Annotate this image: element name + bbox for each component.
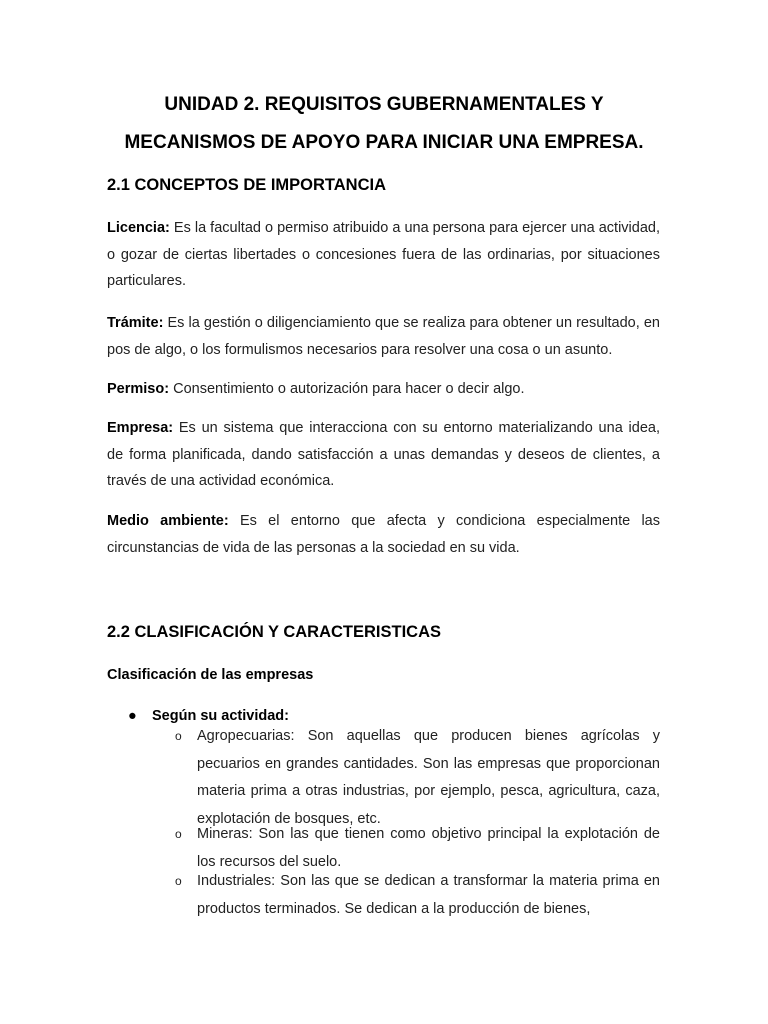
- list-marker: o: [175, 729, 182, 743]
- section-heading-classification: 2.2 CLASIFICACIÓN Y CARACTERISTICAS: [107, 623, 442, 641]
- definition-tramite: [107, 310, 660, 363]
- definition-text: Es la facultad o permiso atribuido a una persona para ejercer una actividad, o gozar de ciertas libertades o concesiones fuera de las ordinarias, por situaciones particulares.: [107, 220, 660, 289]
- list-marker: o: [175, 827, 182, 841]
- definition-text: Consentimiento o autorización para hacer o decir algo.: [169, 381, 525, 397]
- document-title: [60, 86, 708, 162]
- title-line-1: UNIDAD 2. REQUISITOS GUBERNAMENTALES Y: [164, 94, 604, 115]
- definition-term: Medio ambiente:: [107, 513, 229, 529]
- subsection-heading: Clasificación de las empresas: [107, 667, 314, 683]
- list-item-agropecuarias: [175, 723, 660, 833]
- definition-term: Trámite:: [107, 315, 164, 331]
- list-item-text: Industriales: Son las que se dedican a transformar la materia prima en productos terminados. Se dedican a la producción de bienes,: [197, 873, 660, 917]
- title-line-2: MECANISMOS DE APOYO PARA INICIAR UNA EMPRESA.: [124, 132, 644, 153]
- definition-term: Permiso:: [107, 381, 170, 397]
- definition-medio-ambiente: [107, 508, 660, 561]
- definition-permiso: [107, 376, 660, 403]
- list-marker: o: [175, 874, 182, 888]
- definition-text: Es la gestión o diligenciamiento que se realiza para obtener un resultado, en pos de algo, o los formulismos necesarios para resolver una cosa o un asunto.: [107, 315, 660, 358]
- list-item-text: Mineras: Son las que tienen como objetivo principal la explotación de los recursos del suelo.: [197, 826, 660, 870]
- definition-text: Es el entorno que afecta y condiciona especialmente las circunstancias de vida de las personas a la sociedad en su vida.: [107, 513, 660, 556]
- list-item-text: Agropecuarias: Son aquellas que producen bienes agrícolas y pecuarios en grandes cantidades. Son las empresas que proporcionan materia prima a otras industrias, por ejemplo, pesca, agricultura, caza, explotación de bosques, etc.: [197, 728, 660, 827]
- definition-term: Empresa:: [107, 420, 174, 436]
- definition-licencia: [107, 215, 660, 295]
- list-item-industriales: [175, 868, 660, 923]
- definition-term: Licencia:: [107, 220, 170, 236]
- bullet-marker: ●: [128, 708, 137, 724]
- definition-empresa: [107, 415, 660, 495]
- section-heading-concepts: 2.1 CONCEPTOS DE IMPORTANCIA: [107, 176, 387, 194]
- definition-text: Es un sistema que interacciona con su entorno materializando una idea, de forma planificada, dando satisfacción a unas demandas y deseos de clientes, a través de una actividad económica.: [107, 420, 660, 489]
- bullet-activity: [128, 708, 289, 724]
- bullet-label: Según su actividad:: [152, 708, 289, 724]
